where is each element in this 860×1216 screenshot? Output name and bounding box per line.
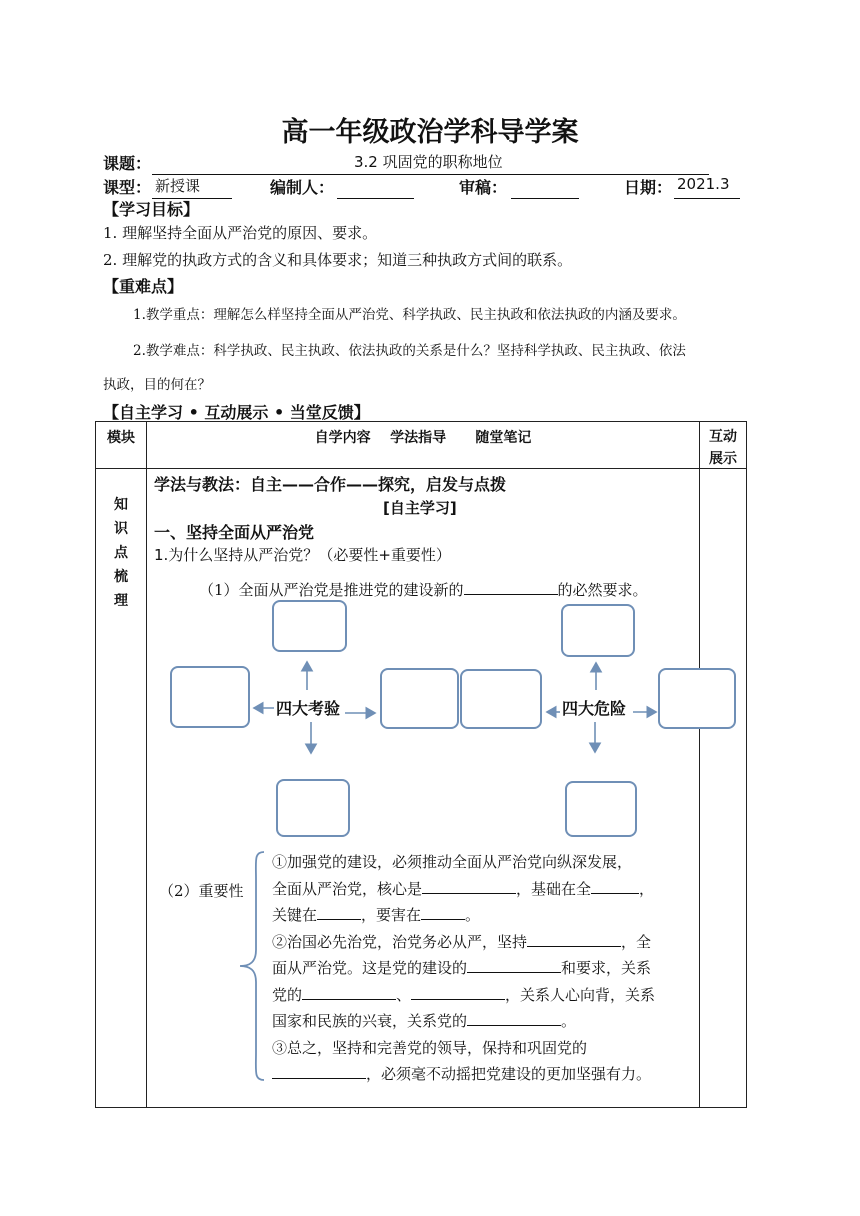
goals-heading: 【学习目标】	[103, 200, 200, 219]
question-1: 1.为什么坚持从严治党？（必要性+重要性）	[154, 546, 451, 564]
imp-line-4	[272, 929, 692, 956]
imp-text: 。	[561, 1012, 577, 1030]
date-value: 2021.3	[677, 175, 730, 193]
page-title: 高一年级政治学科导学案	[281, 117, 579, 148]
imp-text: ，要害在	[361, 906, 422, 924]
imp-text: ，全	[621, 932, 652, 951]
blank-core[interactable]	[422, 877, 516, 894]
module-char: 理	[114, 593, 128, 609]
diagram-label-four-tests: 四大考验	[276, 699, 341, 718]
blank-party-2[interactable]	[411, 983, 505, 1000]
diagram-box-danger-left	[460, 669, 542, 729]
goal-item-1: 1. 理解坚持全面从严治党的原因、要求。	[103, 224, 378, 242]
imp-text: ，基础在全	[516, 879, 592, 898]
imp-line-5	[272, 955, 692, 982]
module-char: 识	[114, 521, 128, 537]
col-content: 自学内容 学法指导 随堂笔记	[314, 430, 532, 446]
imp-text: 面从严治党。这是党的建设的	[272, 959, 468, 977]
diagram-box-danger-bottom	[565, 781, 637, 837]
imp-line-3	[272, 902, 692, 929]
imp-text: ，必须毫不动摇把党建设的更加坚强有力。	[366, 1065, 652, 1083]
module-char: 知	[114, 497, 128, 513]
study-heading: 【自主学习 • 互动展示 • 当堂反馈】	[103, 403, 370, 422]
teaching-focus: 1.教学重点：理解怎么样坚持全面从严治党、科学执政、民主执政和依法执政的内涵及要求。	[133, 307, 686, 323]
imp-text: 全面从严治党，核心是	[272, 879, 423, 898]
diagram-box-test-bottom	[276, 779, 350, 837]
imp-text: 关键在	[272, 906, 318, 924]
blank-key[interactable]	[317, 903, 361, 920]
imp-line-1: ①加强党的建设，必须推动全面从严治党向纵深发展，	[272, 853, 633, 871]
reviewer-label: 审稿：	[459, 178, 508, 197]
editor-label: 编制人：	[270, 178, 335, 197]
method-line: 学法与教法：自主——合作——探究，启发与点拨	[154, 475, 507, 494]
importance-brace	[236, 850, 266, 1082]
type-label: 课型：	[103, 178, 152, 197]
importance-block	[272, 849, 692, 1088]
col-interact-line2: 展示	[709, 451, 737, 467]
imp-line-7	[272, 1008, 692, 1035]
diagram-box-danger-right	[658, 668, 736, 729]
date-label: 日期：	[624, 178, 673, 197]
diagram-box-test-right	[380, 668, 459, 729]
blank-conclusion[interactable]	[272, 1062, 366, 1079]
self-study-label: [自主学习]	[383, 499, 457, 517]
module-char: 点	[114, 545, 128, 561]
blank-adhere[interactable]	[527, 930, 621, 947]
blank-party-1[interactable]	[302, 983, 396, 1000]
blank-party-3[interactable]	[467, 1009, 561, 1026]
blank-party-building[interactable]	[467, 956, 561, 973]
blank-basis[interactable]	[591, 877, 639, 894]
topic-label: 课题：	[103, 154, 152, 173]
teaching-difficulty-line1: 2.教学难点：科学执政、民主执政、依法执政的关系是什么？坚持科学执政、民主执政、依法	[133, 343, 686, 359]
goal-item-2: 2. 理解党的执政方式的含义和具体要求；知道三种执政方式间的联系。	[103, 251, 573, 269]
type-value: 新授课	[155, 177, 201, 195]
section1-heading: 一、坚持全面从严治党	[154, 523, 315, 542]
imp-line-2	[272, 876, 692, 903]
imp-text: ②治国必先治党，治党务必从严，坚持	[272, 932, 528, 951]
keypoints-heading: 【重难点】	[103, 277, 184, 296]
diagram-box-danger-top	[561, 604, 635, 657]
imp-line-6	[272, 982, 692, 1009]
imp-text: ，	[639, 879, 655, 898]
col-interact-line1: 互动	[709, 429, 737, 445]
blank-crux[interactable]	[421, 903, 465, 920]
imp-text: 和要求，关系	[561, 959, 652, 977]
diagram-label-four-dangers: 四大危险	[562, 699, 627, 718]
imp-text: 国家和民族的兴衰，关系党的	[272, 1012, 468, 1030]
point-1-prefix: （1）全面从严治党是推进党的建设新的	[199, 581, 464, 599]
diagram-box-test-top	[272, 600, 347, 652]
topic-value: 3.2 巩固党的职称地位	[354, 153, 503, 171]
col-module: 模块	[107, 430, 135, 446]
module-char: 梳	[114, 569, 128, 585]
imp-line-8: ③总之，坚持和完善党的领导，保持和巩固党的	[272, 1038, 588, 1057]
imp-text: ，关系人心向背，关系	[505, 985, 656, 1004]
teaching-difficulty-line2: 执政，目的何在？	[103, 377, 211, 393]
imp-text: 。	[465, 906, 481, 924]
imp-text: 、	[396, 985, 412, 1004]
imp-text: 党的	[272, 985, 303, 1004]
point-1-suffix: 的必然要求。	[557, 581, 648, 599]
diagram-box-test-left	[170, 666, 250, 728]
importance-label: （2）重要性	[159, 882, 244, 900]
imp-line-9	[272, 1061, 692, 1088]
